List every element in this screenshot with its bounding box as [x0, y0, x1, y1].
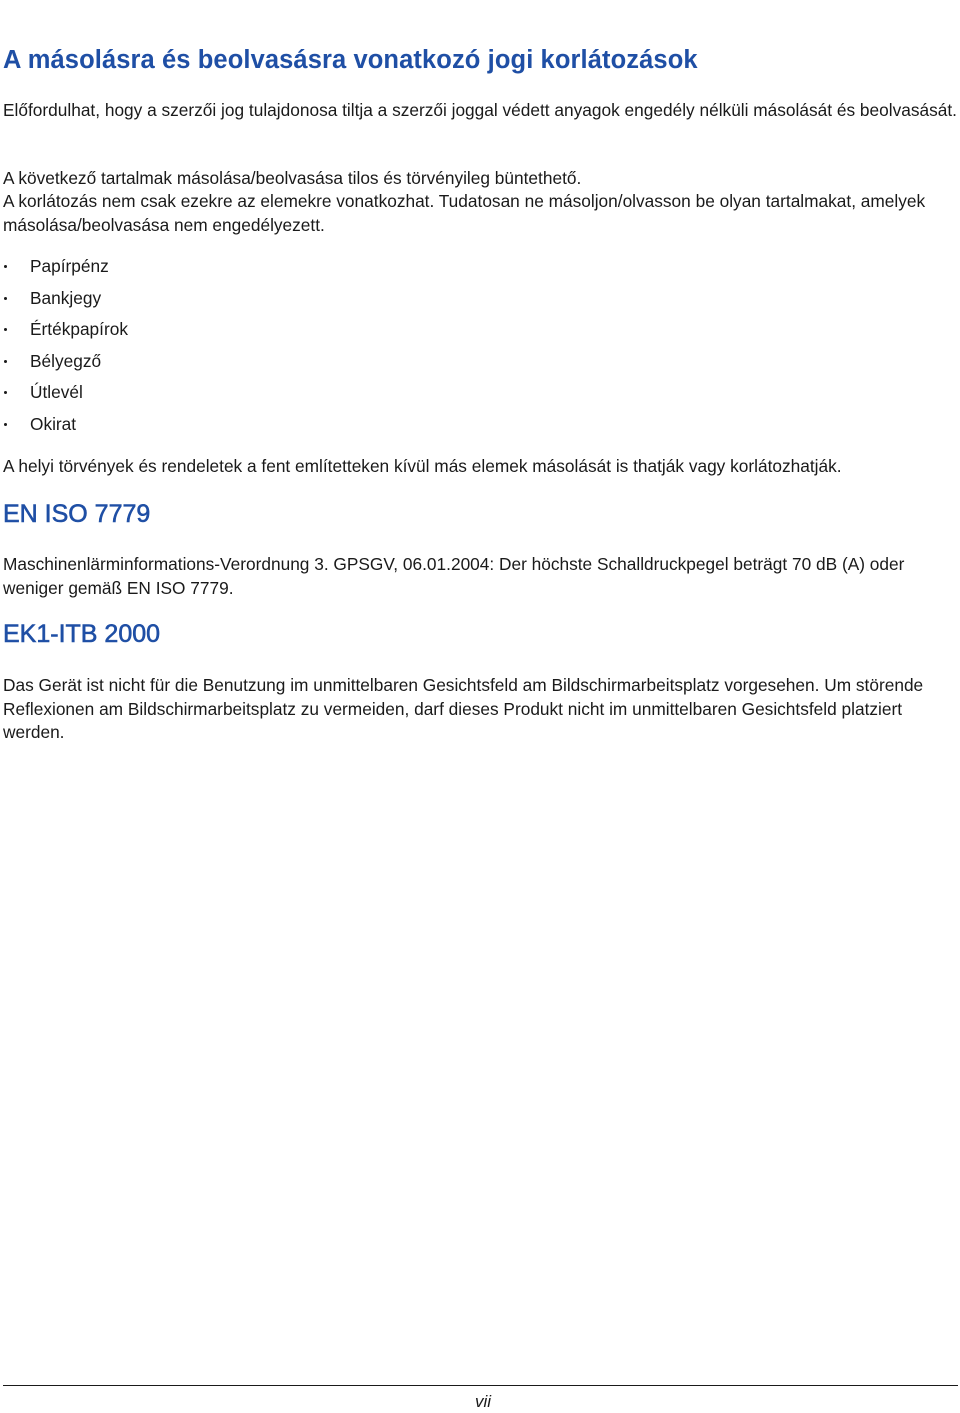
paragraph-screen-workplace: Das Gerät ist nicht für die Benutzung im unmittelbaren Gesichtsfeld am Bildschirmarbeitsplatz vorgesehen. Um störende Reflexionen am Bildschirmarbeitsplatz zu vermeiden, darf dieses Produkt nicht im unmittelbaren Gesichtsfeld platziert werden. [3, 675, 924, 742]
list-item-label: Papírpénz [30, 256, 109, 276]
paragraph-noise-regulation: Maschinenlärminformations-Verordnung 3. GPSGV, 06.01.2004: Der höchste Schalldruckpegel beträgt 70 dB (A) oder weniger gemäß EN ISO 7779. [3, 554, 905, 598]
list-item [3, 255, 128, 287]
paragraph-restriction-scope: A korlátozás nem csak ezekre az elemekre vonatkozhat. Tudatosan ne másoljon/olvasson be olyan tartalmakat, amelyek másolása/beolvasása nem engedélyezett. [3, 191, 926, 235]
list-item-label: Útlevél [30, 382, 83, 402]
paragraph-copyright-owner: Előfordulhat, hogy a szerzői jog tulajdonosa tiltja a szerzői joggal védett anyagok engedély nélküli másolását és beolvasását. [3, 100, 957, 120]
section-title-en-iso: EN ISO 7779 [3, 500, 151, 528]
paragraph-prohibited-content: A következő tartalmak másolása/beolvasása tilos és törvényileg büntethető. [3, 168, 582, 188]
list-item [3, 350, 128, 382]
list-item-label: Értékpapírok [30, 319, 128, 339]
list-item [3, 381, 128, 413]
document-page [3, 0, 958, 1413]
bullet-icon [4, 297, 7, 300]
list-item [3, 413, 128, 445]
footer-divider [3, 1385, 958, 1386]
bullet-icon [4, 265, 7, 268]
bullet-icon [4, 328, 7, 331]
list-item-label: Bankjegy [30, 287, 102, 308]
prohibited-items-list [3, 255, 128, 444]
section-title-legal-restrictions: A másolásra és beolvasásra vonatkozó jogi korlátozások [3, 46, 698, 74]
paragraph-local-laws: A helyi törvények és rendeletek a fent említetteken kívül más elemek másolását is thatják vagy korlátozhatják. [3, 456, 842, 476]
page-number: vii [475, 1392, 492, 1411]
bullet-icon [4, 360, 7, 363]
list-item [3, 318, 128, 350]
list-item-label: Bélyegző [30, 350, 102, 371]
list-item-label: Okirat [30, 413, 77, 434]
list-item [3, 287, 128, 319]
section-title-ek1-itb: EK1-ITB 2000 [3, 620, 161, 648]
bullet-icon [4, 391, 7, 394]
bullet-icon [4, 423, 7, 426]
